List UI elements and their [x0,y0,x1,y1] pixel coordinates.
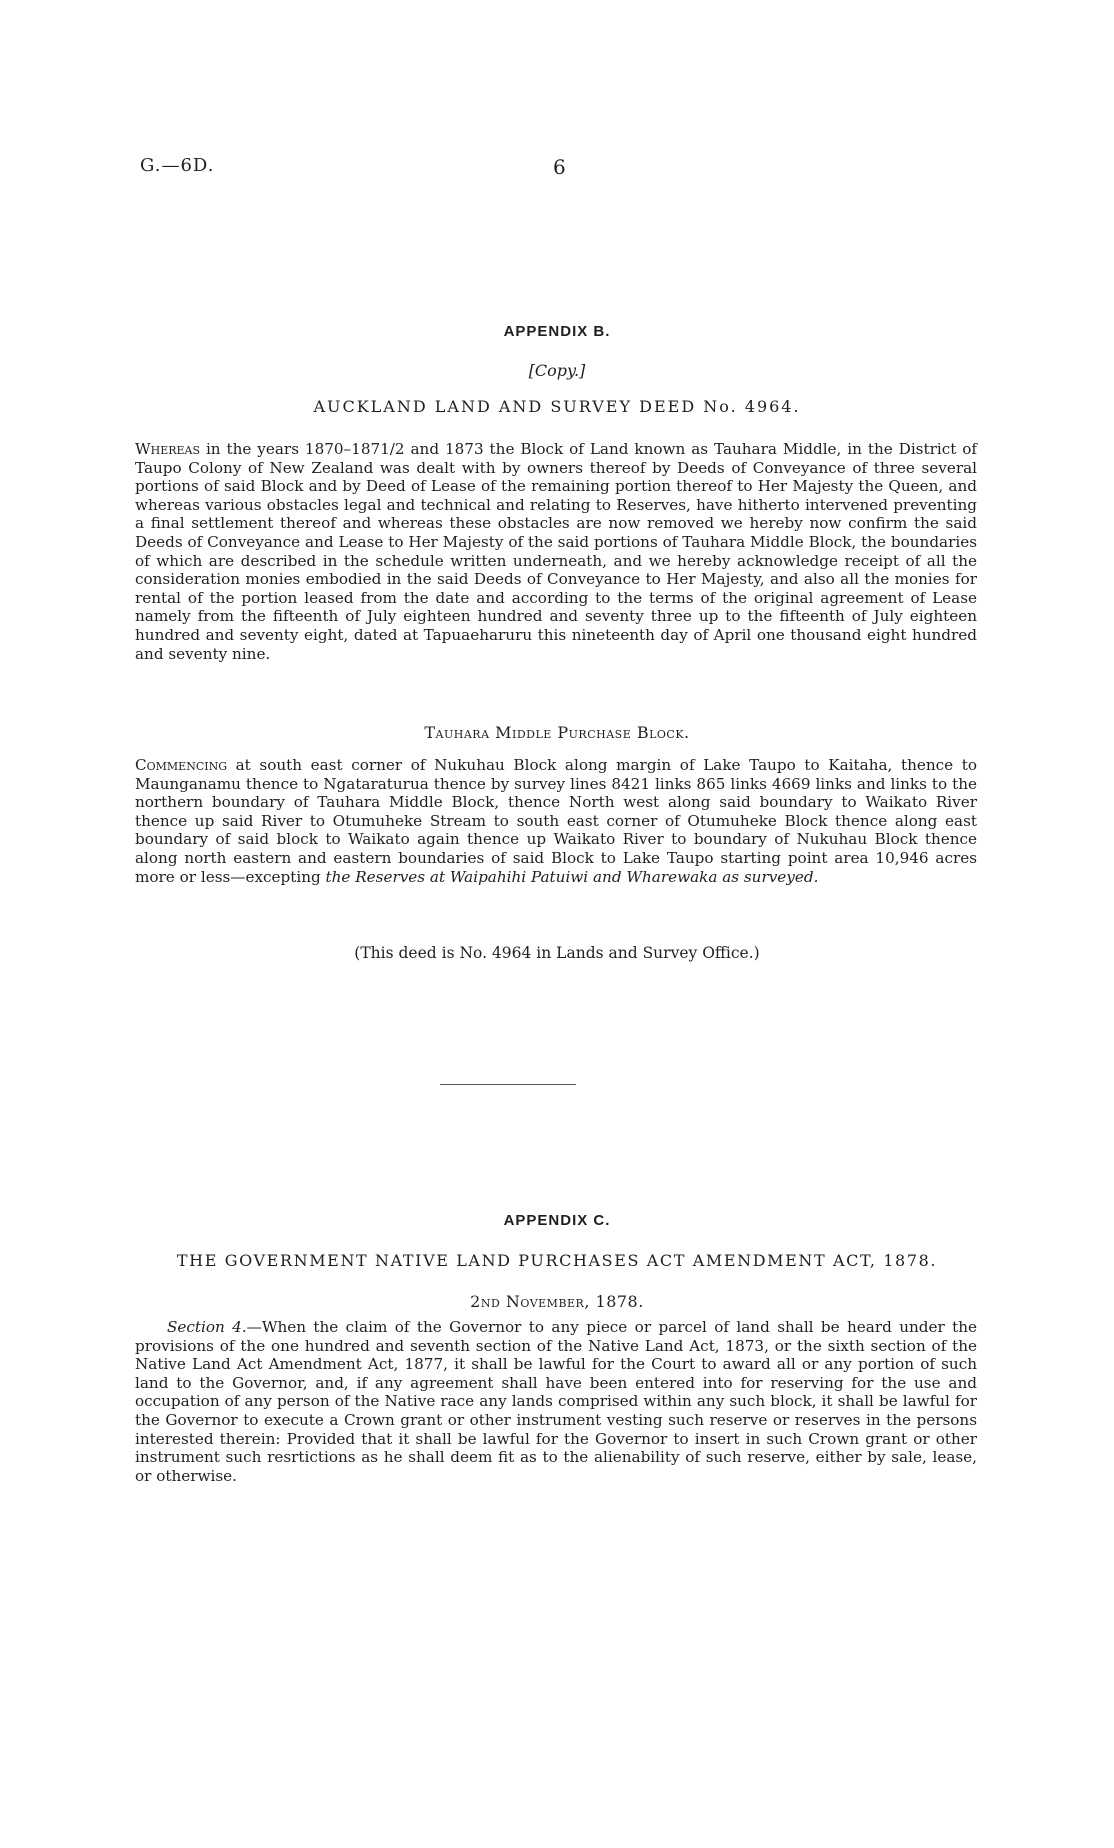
page-number: 6 [553,155,566,179]
act-title: THE GOVERNMENT NATIVE LAND PURCHASES ACT AMENDMENT ACT, 1878. [176,1251,938,1270]
section-label: Section 4. [167,1318,247,1336]
act-date: 2nd November, 1878. [470,1292,644,1311]
whereas-lead: Whereas [135,440,201,458]
whereas-paragraph [135,440,977,663]
appendix-b-title: APPENDIX B. [503,323,611,340]
whereas-text: in the years 1870–1871/2 and 1873 the Block of Land known as Tauhara Middle, in the District of Taupo Colony of New Zealand was dealt with by owners thereof by Deeds of Conveyance of three several portions of said Block and by Deed of Lease of the remaining portion thereof to Her Majesty the Queen, and whereas various obstacles legal and technical and relating to Reserves, have hitherto intervened preventing a final settlement thereof and whereas these obstacles are now removed we hereby now confirm the said Deeds of Conveyance and Lease to Her Majesty of the said portions of Tauhara Middle Block, the boundaries of which are described in the schedule written underneath, and we hereby acknowledge receipt of all the consideration monies embodied in the said Deeds of Conveyance to Her Majesty, and also all the monies for rental of the portion leased from the date and according to the terms of the original agreement of Lease namely from the fifteenth of July eighteen hundred and seventy three up to the fifteenth of July eighteen hundred and seventy eight, dated at Tapuaeharuru this nineteenth day of April one thousand eight hundred and seventy nine. [135,440,977,663]
commencing-paragraph [135,756,977,886]
commencing-reserves: the Reserves at Waipahihi Patuiwi and Wharewaka as surveyed. [325,867,819,886]
commencing-text: at south east corner of Nukuhau Block along margin of Lake Taupo to Kaitaha, thence to Maunganamu thence to Ngataraturua thence by survey lines 8421 links 865 links 4669 links and links to the northern boundary of Tauhara Middle Block, thence North west along said boundary to Waikato River thence up said River to Otumuheke Stream to south east corner of Otumuheke Block thence along east boundary of said block to Waikato again thence up Waikato River to boundary of Nukuhau Block thence along north eastern and eastern boundaries of said Block to Lake Taupo starting point area 10,946 acres more or less—excepting [135,756,978,886]
appendix-c-title: APPENDIX C. [503,1212,611,1229]
section-text: —When the claim of the Governor to any piece or parcel of land shall be heard under the provisions of the one hundred and seventh section of the Native Land Act, 1873, or the sixth section of the Native Land Act Amendment Act, 1877, it shall be lawful for the Court to award all or any portion of such land to the Governor, and, if any agreement shall have been entered into for reserving for the use and occupation of any person of the Native race any lands comprised within any such block, it shall be lawful for the Governor to execute a Crown grant or other instrument vesting such reserve or reserves in the persons interested therein: Provided that it shall be lawful for the Governor to insert in such Crown grant or other instrument such resrtictions as he shall deem fit as to the alienability of such reserve, either by sale, lease, or otherwise. [135,1318,978,1485]
deed-note: (This deed is No. 4964 in Lands and Survey Office.) [354,944,760,962]
block-heading: Tauhara Middle Purchase Block. [424,723,690,742]
section-divider [440,1084,576,1085]
deed-title: AUCKLAND LAND AND SURVEY DEED No. 4964. [313,397,801,416]
section-4-paragraph [135,1318,977,1485]
copy-note: [Copy.] [528,361,586,380]
document-code: G.—6D. [140,155,215,176]
commencing-lead: Commencing [135,756,227,774]
